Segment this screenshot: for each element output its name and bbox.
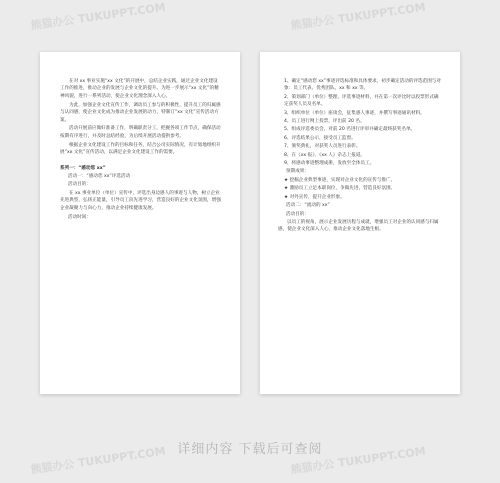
document-page-left	[40, 52, 240, 394]
list-item: 6、评选结果公示，接受员工监督。	[284, 135, 356, 141]
list-item: 4、员工进行网上投票，评出前 20 名。	[284, 119, 365, 125]
section-title: 系列一：“感动您 xx”	[60, 165, 106, 171]
time-label: 活动时间：	[68, 214, 91, 220]
activity-line: 活动二：“流动的 xx”	[286, 203, 330, 209]
activity-line: 活动一：“感动您 xx”评选活动	[68, 173, 131, 179]
list-item: ★ 挖掘企业典型事迹，实现对企业文化的宣传与推广。	[284, 177, 396, 183]
paragraph: 为此，加强企业文化宣传工作，调动员工参与的积极性，提升员工的归属感与认同感，使企业文化成为推动企业发展的动力，特制订“xx 文化”宣传活动方案。	[60, 102, 221, 123]
purpose-label: 活动目的：	[286, 211, 309, 217]
list-item: 8、在《xx 报》、《xx 人》杂志上报道。	[284, 152, 366, 158]
purpose-label: 活动目的：	[68, 182, 91, 188]
list-item: 5、组成评选委员会，对前 20 名进行评审并确定最终获奖名单。	[284, 127, 416, 133]
list-item: 2、策划部门（单位）整理、评选事迹材料，并在第一次评比时以投票形式确定获奖人员及名单。	[284, 94, 439, 108]
expected-label: 预期成果：	[286, 169, 309, 175]
paragraph: 在 xx 事业单位（单位）宣传中，评选出身边感人的事迹与人物，树立企业先进典型，弘扬正能量，引导员工向先进学习，营造良好的企业文化氛围，增强企业凝聚力与向心力，推动企业持续健康发展。	[60, 190, 221, 211]
watermark: 熊猫办公 TUKUPPT.COM	[289, 0, 427, 33]
footer-caption: 详细内容 下载后可查阅	[177, 442, 323, 457]
list-item: 7、颁奖典礼，对获奖人员进行表彰。	[284, 144, 361, 150]
watermark: 熊猫办公 TUKUPPT.COM	[29, 0, 167, 33]
list-item: 1、确定“感动您 xx”事迹评选标准和具体要求，初步确定活动的评选范围与对象：员工代表、优秀团队、xx 和 xx 等。	[284, 79, 441, 92]
list-item: 9、将感动事迹整理成册，发放至全体员工。	[284, 161, 375, 167]
list-item: 3、组织单位（单位）座谈会，征集感人事迹，并撰写事迹通讯材料。	[284, 110, 425, 116]
watermark: 熊猫办公 TUKUPPT.COM	[29, 444, 167, 477]
list-item: ★ 对外宣传，提升企业形象。	[284, 194, 345, 200]
document-page-right	[260, 52, 460, 394]
paragraph: 在对 xx 事业实施“xx 文化”的开展中，总结企业实践，通过企业文化建设工作的推进，推动企业的发展与企业文化的提升。为进一步展示“xx 文化”的精神风貌，进行一系列活动，使企业文化理念深入人心。	[60, 79, 219, 99]
paragraph: 根据企业文化建设工作的目标和任务，结合公司实际情况，有计划地组织开展“xx 文化”宣传活动，以满足企业文化建设工作的需要。	[60, 142, 221, 156]
list-item: ★ 激励员工立足本职岗位，争做先进，营造良好氛围。	[284, 186, 396, 192]
watermark: 熊猫办公 TUKUPPT.COM	[289, 444, 427, 477]
paragraph: 活动开展前应做好准备工作，明确职责分工，把握各项工作节点，确保活动按期有序进行，并及时总结经验，为后续开展活动提供参考。	[60, 126, 221, 139]
paragraph: 以员工的视角，展示企业发展历程与成就，增强员工对企业的认同感与归属感，使企业文化深入人心，推动企业文化落地生根。	[278, 219, 439, 233]
